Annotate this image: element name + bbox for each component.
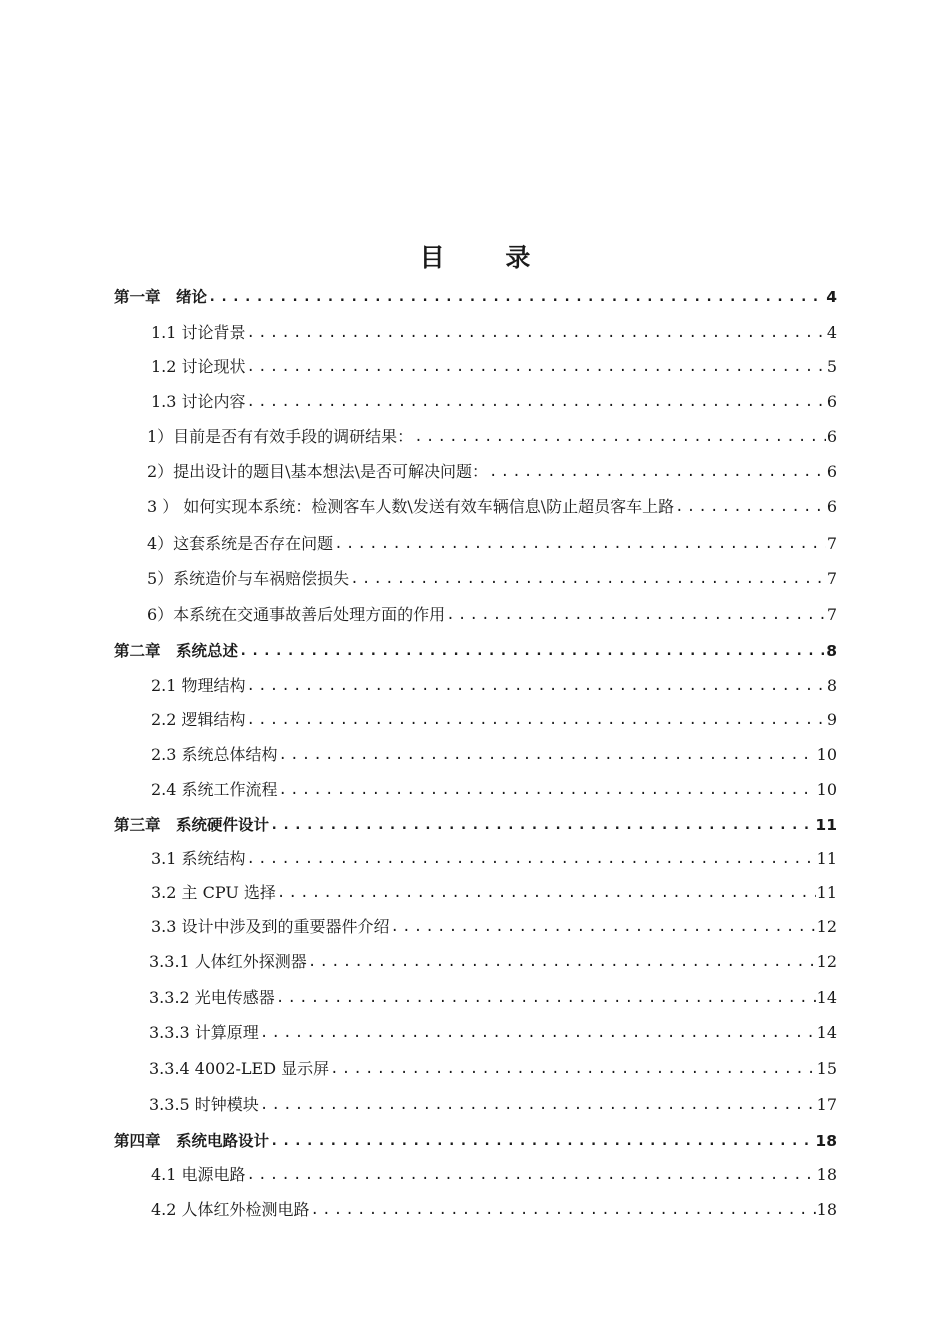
toc-entry-page: 15 bbox=[816, 1059, 837, 1078]
toc-leader-dots bbox=[279, 780, 816, 800]
toc-entry-title: 第三章 系统硬件设计 bbox=[114, 816, 270, 834]
toc-entry-page: 7 bbox=[826, 605, 837, 624]
toc-entry[interactable] bbox=[149, 948, 837, 972]
toc-entry[interactable] bbox=[151, 353, 837, 377]
toc-entry-page: 4 bbox=[826, 288, 837, 306]
toc-entry-title: 第二章 系统总述 bbox=[114, 642, 239, 660]
toc-leader-dots bbox=[311, 1200, 816, 1220]
toc-entry-page: 17 bbox=[816, 1095, 837, 1114]
toc-entry-title: 4.2 人体红外检测电路 bbox=[151, 1200, 310, 1219]
toc-entry-page: 8 bbox=[826, 676, 837, 695]
toc-entry[interactable] bbox=[151, 1161, 837, 1185]
toc-entry-title: 2.3 系统总体结构 bbox=[151, 745, 278, 764]
toc-entry-title: 1.2 讨论现状 bbox=[151, 357, 246, 376]
toc-entry-title: 5）系统造价与车祸赔偿损失 bbox=[147, 569, 350, 588]
toc-entry-page: 18 bbox=[815, 1132, 837, 1150]
toc-leader-dots bbox=[247, 357, 826, 377]
toc-entry-title: 1.3 讨论内容 bbox=[151, 392, 246, 411]
toc-entry-title: 3.2 主 CPU 选择 bbox=[151, 883, 276, 902]
toc-entry-page: 10 bbox=[816, 745, 837, 764]
toc-leader-dots bbox=[675, 497, 826, 517]
toc-entry-title: 2.1 物理结构 bbox=[151, 676, 246, 695]
toc-entry[interactable] bbox=[151, 741, 837, 765]
toc-entry[interactable] bbox=[149, 1091, 837, 1115]
toc-entry-page: 18 bbox=[816, 1165, 837, 1184]
toc-entry-page: 11 bbox=[816, 849, 837, 868]
toc-entry-page: 11 bbox=[816, 883, 837, 902]
toc-entry-page: 11 bbox=[815, 816, 837, 834]
toc-leader-dots bbox=[247, 676, 826, 696]
toc-leader-dots bbox=[247, 1165, 816, 1185]
toc-entry[interactable] bbox=[151, 1196, 837, 1220]
toc-entry-title: 2.4 系统工作流程 bbox=[151, 780, 278, 799]
toc-leader-dots bbox=[247, 392, 826, 412]
toc-leader-dots bbox=[247, 710, 826, 730]
toc-entry-page: 9 bbox=[826, 710, 837, 729]
toc-entry[interactable] bbox=[147, 601, 837, 625]
toc-entry-title: 第四章 系统电路设计 bbox=[114, 1132, 270, 1150]
toc-leader-dots bbox=[260, 1023, 816, 1043]
toc-entry-page: 4 bbox=[826, 323, 837, 342]
toc-leader-dots bbox=[308, 952, 816, 972]
toc-entry-title: 3.3.3 计算原理 bbox=[149, 1023, 259, 1042]
toc-entry[interactable] bbox=[147, 493, 837, 517]
toc-entry[interactable] bbox=[147, 565, 837, 589]
toc-entry-title: 1）目前是否有有效手段的调研结果： bbox=[147, 427, 414, 446]
toc-leader-dots bbox=[270, 1131, 814, 1151]
toc-leader-dots bbox=[277, 883, 816, 903]
toc-leader-dots bbox=[350, 569, 826, 589]
toc-leader-dots bbox=[247, 849, 816, 869]
toc-entry-title: 6）本系统在交通事故善后处理方面的作用 bbox=[147, 605, 446, 624]
toc-entry-title: 2.2 逻辑结构 bbox=[151, 710, 246, 729]
toc-entry-page: 10 bbox=[816, 780, 837, 799]
toc-entry-title: 4.1 电源电路 bbox=[151, 1165, 246, 1184]
toc-entry-title: 3.3.4 4002-LED 显示屏 bbox=[149, 1059, 330, 1078]
toc-entry-title: 4）这套系统是否存在问题 bbox=[147, 534, 334, 553]
toc-entry[interactable] bbox=[147, 530, 837, 554]
toc-entry[interactable] bbox=[149, 1019, 837, 1043]
toc-entry-title: 3.3 设计中涉及到的重要器件介绍 bbox=[151, 917, 390, 936]
toc-entry[interactable] bbox=[151, 319, 837, 343]
toc-entry-page: 18 bbox=[816, 1200, 837, 1219]
toc-entry[interactable] bbox=[114, 283, 837, 307]
toc-leader-dots bbox=[330, 1059, 815, 1079]
toc-leader-dots bbox=[446, 605, 826, 625]
toc-entry[interactable] bbox=[151, 913, 837, 937]
toc-entry-title: 3.1 系统结构 bbox=[151, 849, 246, 868]
toc-entry[interactable] bbox=[151, 845, 837, 869]
toc-leader-dots bbox=[239, 641, 825, 661]
toc-entry[interactable] bbox=[114, 637, 837, 661]
toc-entry-page: 14 bbox=[816, 1023, 837, 1042]
toc-leader-dots bbox=[414, 427, 826, 447]
toc-entry-page: 5 bbox=[826, 357, 837, 376]
toc-leader-dots bbox=[279, 745, 816, 765]
toc-entry-title: 第一章 绪论 bbox=[114, 288, 208, 306]
toc-entry-page: 14 bbox=[816, 988, 837, 1007]
toc-entry-page: 12 bbox=[816, 952, 837, 971]
toc-entry-page: 6 bbox=[826, 427, 837, 446]
toc-entry-title: 3.3.1 人体红外探测器 bbox=[149, 952, 307, 971]
toc-entry[interactable] bbox=[151, 388, 837, 412]
toc-entry-page: 7 bbox=[826, 534, 837, 553]
toc-entry-title: 1.1 讨论背景 bbox=[151, 323, 246, 342]
toc-entry-page: 7 bbox=[826, 569, 837, 588]
toc-leader-dots bbox=[247, 323, 826, 343]
toc-leader-dots bbox=[270, 815, 814, 835]
toc-entry[interactable] bbox=[147, 423, 837, 447]
toc-entry-title: 3.3.5 时钟模块 bbox=[149, 1095, 259, 1114]
toc-leader-dots bbox=[260, 1095, 816, 1115]
toc-entry-page: 6 bbox=[826, 462, 837, 481]
toc-entry[interactable] bbox=[151, 879, 837, 903]
toc-entry-title: 3 ） 如何实现本系统：检测客车人数\发送有效车辆信息\防止超员客车上路 bbox=[147, 497, 675, 516]
toc-entry-page: 8 bbox=[826, 642, 837, 660]
toc-leader-dots bbox=[489, 462, 826, 482]
toc-entry-title: 3.3.2 光电传感器 bbox=[149, 988, 275, 1007]
toc-entry[interactable] bbox=[151, 706, 837, 730]
toc-leader-dots bbox=[276, 988, 816, 1008]
toc-entry[interactable] bbox=[151, 672, 837, 696]
toc-title: 目 录 bbox=[419, 243, 557, 272]
toc-leader-dots bbox=[208, 287, 825, 307]
toc-leader-dots bbox=[391, 917, 816, 937]
toc-entry[interactable] bbox=[147, 458, 837, 482]
toc-entry[interactable] bbox=[149, 1055, 837, 1079]
toc-entry[interactable] bbox=[114, 811, 837, 835]
toc-entry-page: 6 bbox=[826, 392, 837, 411]
toc-entry[interactable] bbox=[149, 984, 837, 1008]
toc-entry-title: 2）提出设计的题目\基本想法\是否可解决问题： bbox=[147, 462, 488, 481]
toc-entry[interactable] bbox=[151, 776, 837, 800]
toc-entry-page: 12 bbox=[816, 917, 837, 936]
toc-entry[interactable] bbox=[114, 1127, 837, 1151]
toc-leader-dots bbox=[334, 534, 826, 554]
toc-entry-page: 6 bbox=[826, 497, 837, 516]
